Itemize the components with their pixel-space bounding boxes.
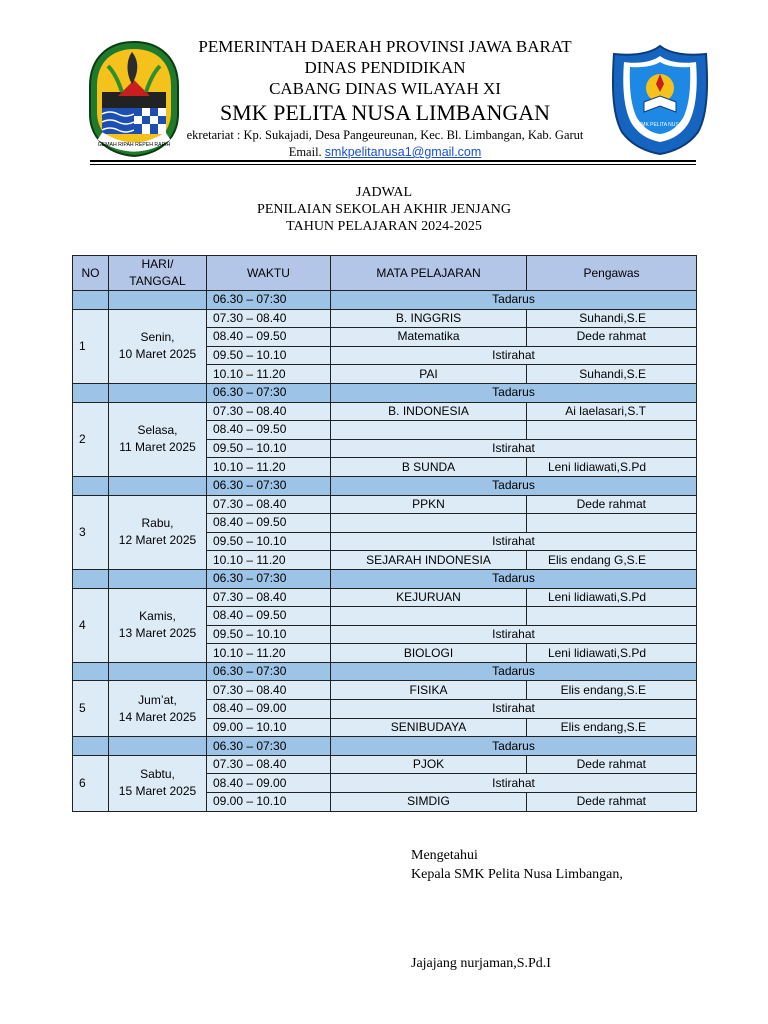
tadarus-row — [73, 737, 697, 756]
email-label: Email. — [288, 145, 325, 159]
istirahat-cell: Istirahat — [331, 625, 697, 644]
tadarus-hari-cell — [109, 383, 207, 402]
day-date: 15 Maret 2025 — [118, 784, 197, 799]
email-link[interactable]: smkpelitanusa1@gmail.com — [324, 145, 482, 159]
tadarus-hari-cell — [109, 291, 207, 310]
day-name: Jum’at, — [138, 692, 177, 707]
tadarus-hari-cell — [109, 662, 207, 681]
day-number-cell: 3 — [73, 495, 109, 569]
waktu-cell: 06.30 – 07:30 — [207, 476, 331, 495]
mata-pelajaran-cell: B SUNDA — [331, 458, 527, 477]
school-name: SMK PELITA NUSA LIMBANGAN — [219, 100, 551, 125]
tadarus-row — [73, 662, 697, 681]
schedule-table — [72, 255, 697, 812]
mata-pelajaran-cell: SIMDIG — [331, 793, 527, 812]
waktu-cell: 08.40 – 09.00 — [207, 700, 331, 719]
right-logo-label: SMK PELITA NUSA — [637, 122, 683, 128]
pengawas-cell: Leni lidiawati,S.Pd — [527, 458, 697, 477]
tadarus-no-cell — [73, 569, 109, 588]
istirahat-cell: Istirahat — [331, 774, 697, 793]
tadarus-no-cell — [73, 291, 109, 310]
day-number-cell: 4 — [73, 588, 109, 662]
day-number-cell: 5 — [73, 681, 109, 737]
waktu-cell: 06.30 – 07:30 — [207, 569, 331, 588]
tadarus-row — [73, 476, 697, 495]
heading-line-jadwal: JADWAL — [356, 185, 412, 200]
kop-line-cabang: CABANG DINAS WILAYAH XI — [269, 79, 501, 98]
day-number-cell: 6 — [73, 755, 109, 811]
tadarus-hari-cell — [109, 476, 207, 495]
waktu-cell: 08.40 – 09.50 — [207, 607, 331, 626]
waktu-cell: 10.10 – 11.20 — [207, 458, 331, 477]
day-date-cell — [109, 402, 207, 476]
day-date-cell — [109, 495, 207, 569]
tadarus-row — [73, 569, 697, 588]
pengawas-cell — [527, 421, 697, 440]
tadarus-row — [73, 291, 697, 310]
heading-line-penilaian: PENILAIAN SEKOLAH AKHIR JENJANG — [257, 202, 511, 217]
waktu-cell: 07.30 – 08.40 — [207, 495, 331, 514]
day-date-cell — [109, 681, 207, 737]
signature-mengetahui: Mengetahui — [411, 848, 478, 863]
table-row — [73, 309, 697, 328]
table-row — [73, 588, 697, 607]
signature-nama: Jajajang nurjaman,S.Pd.I — [411, 956, 551, 971]
pengawas-cell: Suhandi,S.E — [527, 365, 697, 384]
pengawas-cell: Dede rahmat — [527, 793, 697, 812]
day-name: Selasa, — [137, 423, 178, 438]
heading-line-tahun: TAHUN PELAJARAN 2024-2025 — [286, 219, 482, 234]
mata-pelajaran-cell: FISIKA — [331, 681, 527, 700]
mata-pelajaran-cell: SEJARAH INDONESIA — [331, 551, 527, 570]
tadarus-cell: Tadarus — [331, 569, 697, 588]
tadarus-no-cell — [73, 383, 109, 402]
kop-line-province: PEMERINTAH DAERAH PROVINSI JAWA BARAT — [198, 37, 572, 56]
pengawas-cell: Leni lidiawati,S.Pd — [527, 588, 697, 607]
waktu-cell: 10.10 – 11.20 — [207, 365, 331, 384]
waktu-cell: 08.40 – 09.50 — [207, 328, 331, 347]
header-pengawas: Pengawas — [527, 256, 697, 291]
istirahat-cell: Istirahat — [331, 439, 697, 458]
table-row — [73, 402, 697, 421]
istirahat-cell: Istirahat — [331, 700, 697, 719]
header-waktu: WAKTU — [207, 256, 331, 291]
waktu-cell: 07.30 – 08.40 — [207, 588, 331, 607]
mata-pelajaran-cell — [331, 607, 527, 626]
mata-pelajaran-cell — [331, 421, 527, 440]
mata-pelajaran-cell: PPKN — [331, 495, 527, 514]
waktu-cell: 09.50 – 10.10 — [207, 346, 331, 365]
tadarus-hari-cell — [109, 737, 207, 756]
waktu-cell: 08.40 – 09.00 — [207, 774, 331, 793]
table-header-row — [73, 256, 697, 291]
mata-pelajaran-cell: B. INDONESIA — [331, 402, 527, 421]
day-date-cell — [109, 309, 207, 383]
school-email-line — [170, 144, 600, 160]
tadarus-cell: Tadarus — [331, 662, 697, 681]
istirahat-cell: Istirahat — [331, 532, 697, 551]
waktu-cell: 10.10 – 11.20 — [207, 644, 331, 663]
schedule-body — [73, 291, 697, 812]
signature-jabatan: Kepala SMK Pelita Nusa Limbangan, — [411, 867, 623, 882]
table-row — [73, 681, 697, 700]
waktu-cell: 09.00 – 10.10 — [207, 793, 331, 812]
header-tanggal: TANGGAL — [129, 274, 186, 288]
day-date: 12 Maret 2025 — [118, 533, 197, 548]
waktu-cell: 07.30 – 08.40 — [207, 402, 331, 421]
header-no: NO — [73, 256, 109, 291]
header-hari: HARI/ — [141, 257, 174, 271]
kop-line-dinas: DINAS PENDIDIKAN — [304, 58, 466, 77]
letterhead-text — [170, 36, 600, 160]
waktu-cell: 09.50 – 10.10 — [207, 532, 331, 551]
mata-pelajaran-cell: Matematika — [331, 328, 527, 347]
tadarus-no-cell — [73, 737, 109, 756]
header-hari-tanggal — [109, 256, 207, 291]
table-row — [73, 755, 697, 774]
tadarus-row — [73, 383, 697, 402]
mata-pelajaran-cell: BIOLOGI — [331, 644, 527, 663]
waktu-cell: 08.40 – 09.50 — [207, 421, 331, 440]
school-address: ekretariat : Kp. Sukajadi, Desa Pangeureunan, Kec. Bl. Limbangan, Kab. Garut — [186, 128, 584, 142]
pengawas-cell: Elis endang G,S.E — [527, 551, 697, 570]
table-row — [73, 495, 697, 514]
waktu-cell: 07.30 – 08.40 — [207, 755, 331, 774]
pengawas-cell: Dede rahmat — [527, 495, 697, 514]
mata-pelajaran-cell — [331, 514, 527, 533]
waktu-cell: 07.30 – 08.40 — [207, 309, 331, 328]
day-date: 13 Maret 2025 — [118, 626, 197, 641]
tadarus-cell: Tadarus — [331, 737, 697, 756]
day-name: Senin, — [140, 330, 175, 345]
school-emblem-logo — [608, 44, 712, 156]
pengawas-cell: Suhandi,S.E — [527, 309, 697, 328]
day-date: 11 Maret 2025 — [119, 440, 196, 455]
mata-pelajaran-cell: SENIBUDAYA — [331, 718, 527, 737]
waktu-cell: 10.10 – 11.20 — [207, 551, 331, 570]
day-date-cell — [109, 755, 207, 811]
tadarus-cell: Tadarus — [331, 476, 697, 495]
header-mata-pelajaran: MATA PELAJARAN — [331, 256, 527, 291]
day-name: Kamis, — [139, 609, 176, 624]
waktu-cell: 06.30 – 07:30 — [207, 383, 331, 402]
left-logo-motto: GEMAH RIPAH REPEH RAPIH — [97, 142, 171, 148]
pengawas-cell: Ai laelasari,S.T — [527, 402, 697, 421]
day-date-cell — [109, 588, 207, 662]
mata-pelajaran-cell: PAI — [331, 365, 527, 384]
tadarus-hari-cell — [109, 569, 207, 588]
letterhead-rule-thin — [90, 164, 696, 165]
tadarus-no-cell — [73, 476, 109, 495]
day-date: 14 Maret 2025 — [118, 709, 197, 724]
tadarus-cell: Tadarus — [331, 383, 697, 402]
pengawas-cell: Dede rahmat — [527, 328, 697, 347]
waktu-cell: 09.50 – 10.10 — [207, 439, 331, 458]
document-heading — [0, 184, 768, 235]
mata-pelajaran-cell: PJOK — [331, 755, 527, 774]
mata-pelajaran-cell: B. INGGRIS — [331, 309, 527, 328]
pengawas-cell: Elis endang,S.E — [527, 681, 697, 700]
jabar-emblem-logo — [88, 40, 180, 158]
letterhead-rule-thick — [90, 160, 696, 162]
pengawas-cell — [527, 514, 697, 533]
day-name: Rabu, — [141, 516, 174, 531]
pengawas-cell — [527, 607, 697, 626]
waktu-cell: 09.50 – 10.10 — [207, 625, 331, 644]
letterhead — [0, 0, 768, 170]
waktu-cell: 09.00 – 10.10 — [207, 718, 331, 737]
day-date: 10 Maret 2025 — [118, 347, 197, 362]
tadarus-cell: Tadarus — [331, 291, 697, 310]
day-number-cell: 1 — [73, 309, 109, 383]
pengawas-cell: Elis endang,S.E — [527, 718, 697, 737]
pengawas-cell: Leni lidiawati,S.Pd — [527, 644, 697, 663]
waktu-cell: 06.30 – 07:30 — [207, 662, 331, 681]
istirahat-cell: Istirahat — [331, 346, 697, 365]
day-name: Sabtu, — [140, 767, 175, 782]
mata-pelajaran-cell: KEJURUAN — [331, 588, 527, 607]
day-number-cell: 2 — [73, 402, 109, 476]
tadarus-no-cell — [73, 662, 109, 681]
waktu-cell: 06.30 – 07:30 — [207, 291, 331, 310]
pengawas-cell: Dede rahmat — [527, 755, 697, 774]
waktu-cell: 06.30 – 07:30 — [207, 737, 331, 756]
waktu-cell: 07.30 – 08.40 — [207, 681, 331, 700]
waktu-cell: 08.40 – 09.50 — [207, 514, 331, 533]
